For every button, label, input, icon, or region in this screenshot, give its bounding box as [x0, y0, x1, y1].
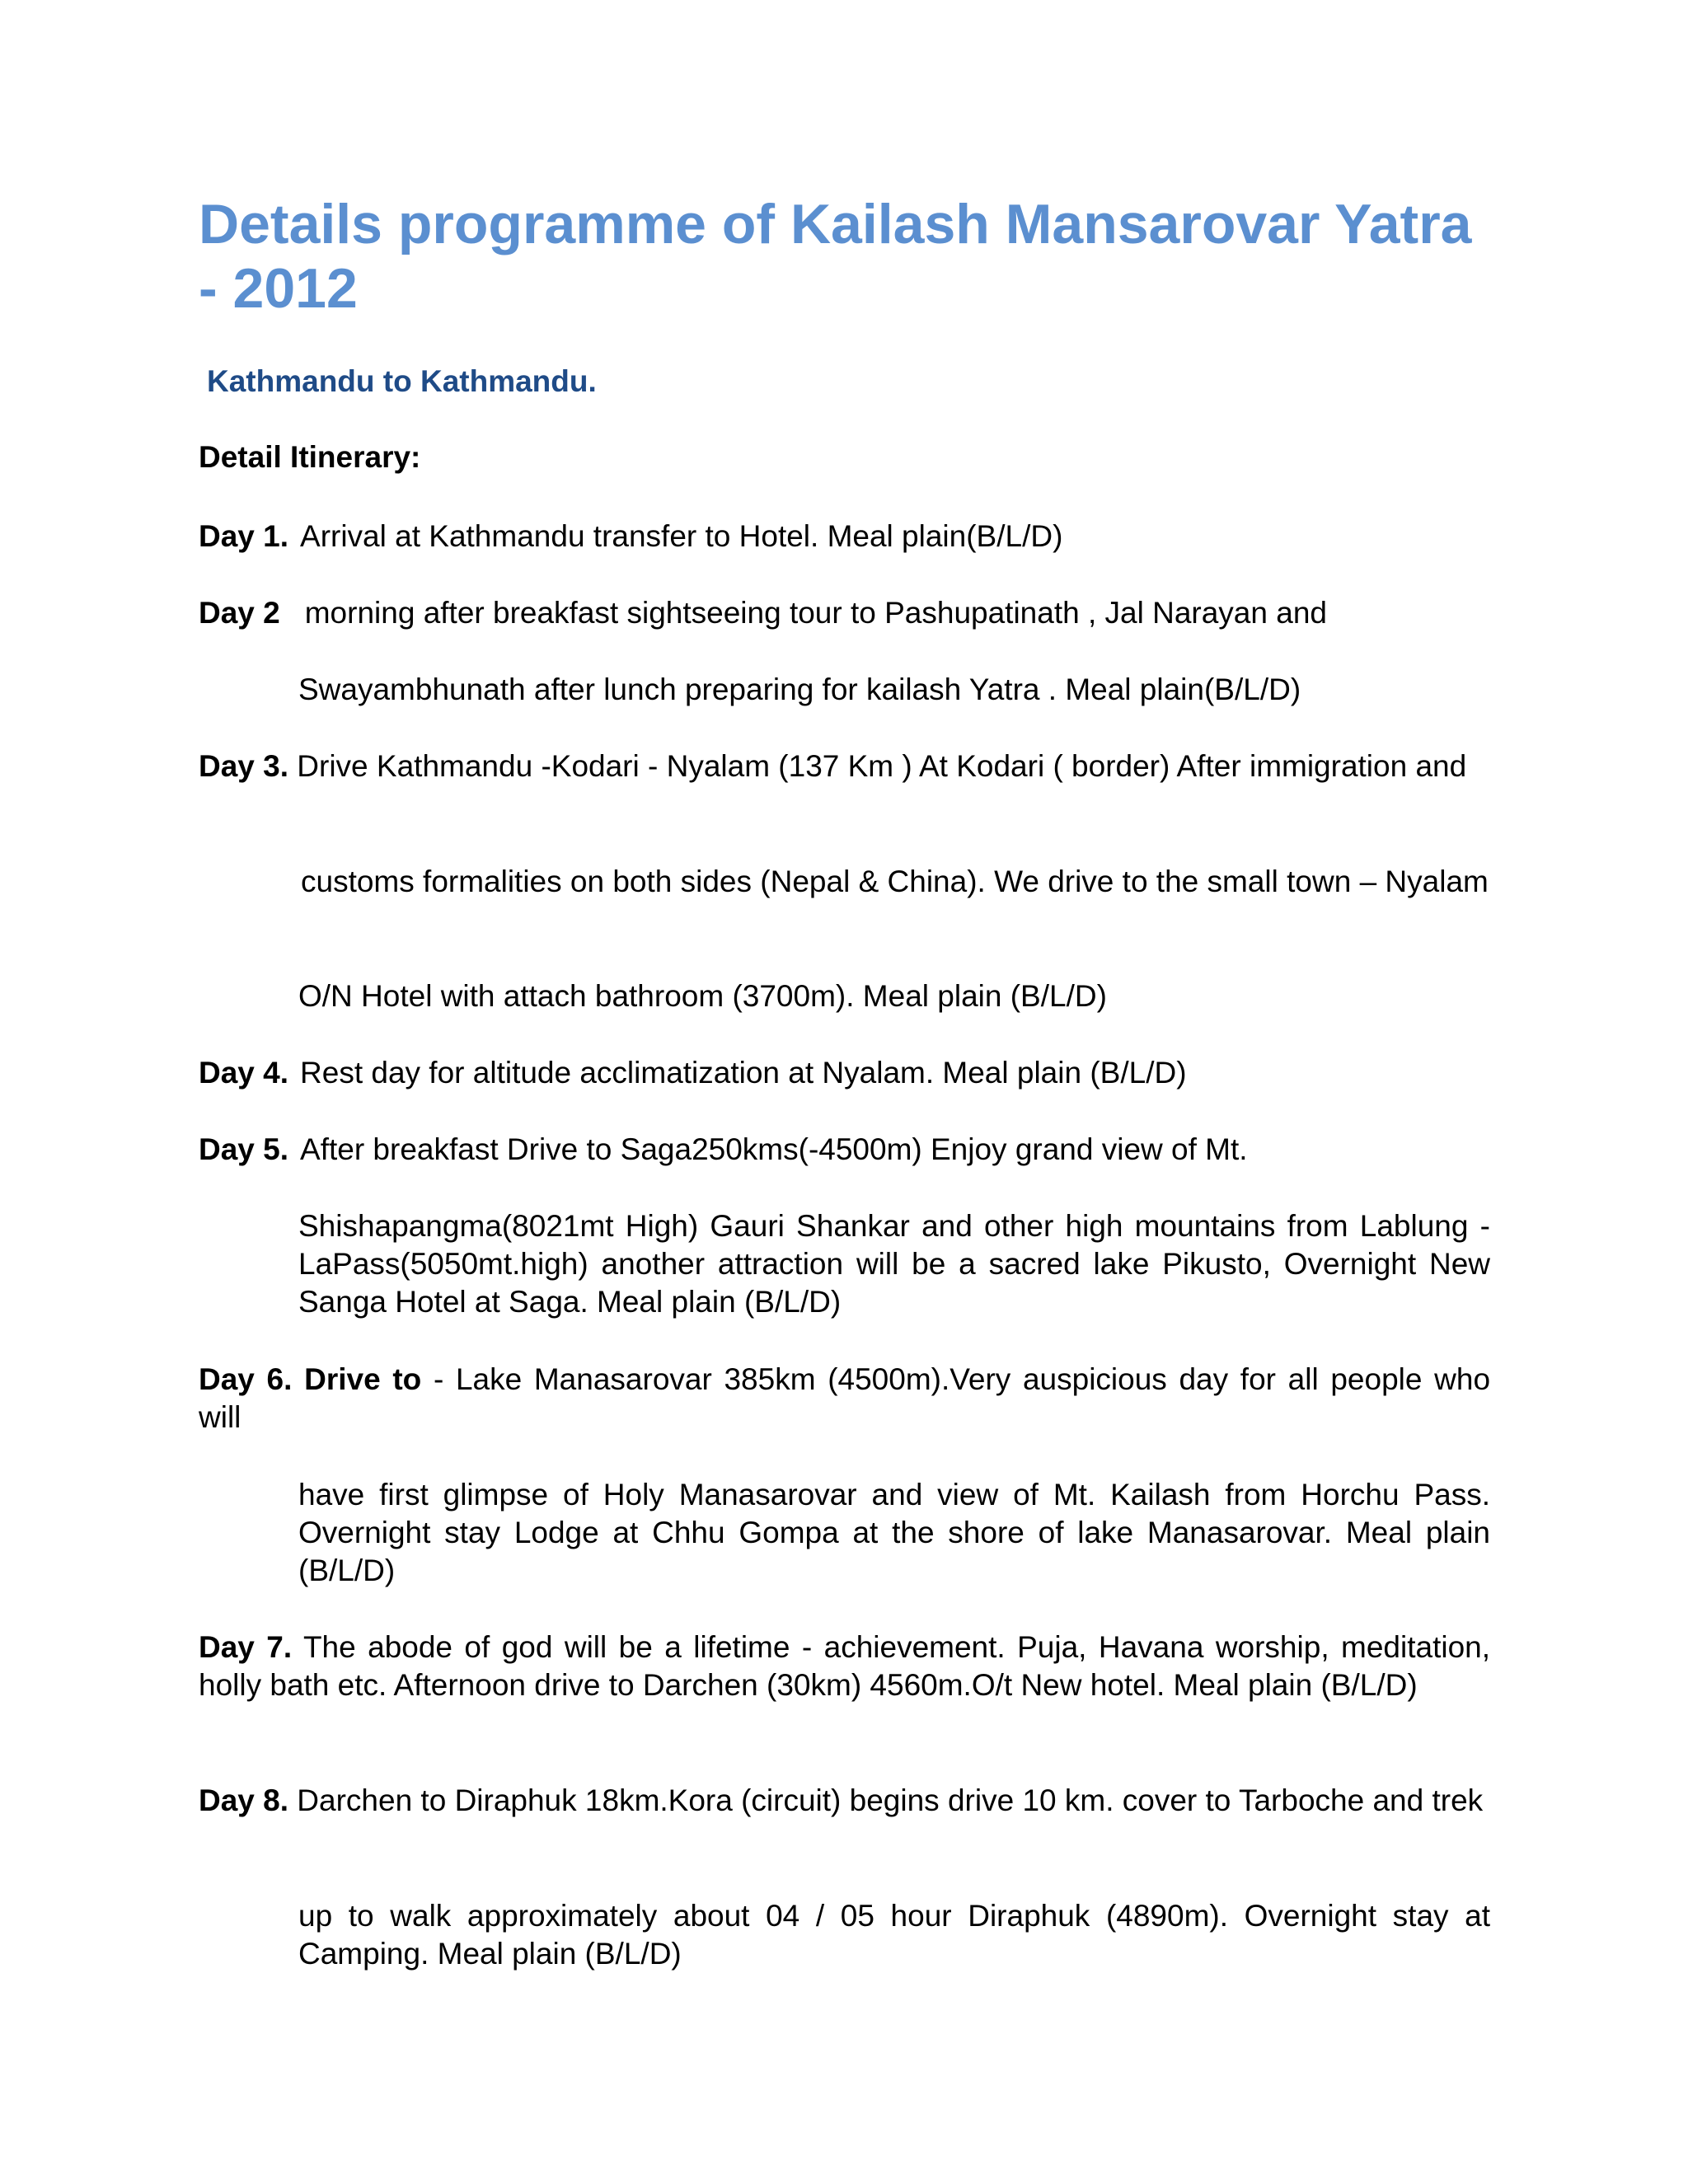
- itinerary-day-5: [199, 1131, 1490, 1169]
- day-text: Darchen to Diraphuk 18km.Kora (circuit) begins drive 10 km. cover to Tarboche and trek: [297, 1783, 1484, 1817]
- itinerary-day-1: [199, 518, 1490, 555]
- itinerary-day-2-continuation: Swayambhunath after lunch preparing for kailash Yatra . Meal plain(B/L/D): [298, 673, 1301, 706]
- itinerary-day-8-continuation: up to walk approximately about 04 / 05 hour Diraphuk (4890m). Overnight stay at Camping. Meal plain (B/L/D): [298, 1899, 1490, 1971]
- day-text: After breakfast Drive to Saga250kms(-4500m) Enjoy grand view of Mt.: [300, 1132, 1248, 1166]
- day-text: - Lake Manasarovar 385km (4500m).Very auspicious day for all people who will: [199, 1362, 1491, 1434]
- day-text: Drive Kathmandu -Kodari - Nyalam (137 Km ) At Kodari ( border) After immigration and: [297, 749, 1467, 783]
- day-text: Rest day for altitude acclimatization at Nyalam. Meal plain (B/L/D): [300, 1056, 1187, 1090]
- day-label: Day 3.: [199, 749, 289, 783]
- itinerary-heading: Detail Itinerary:: [199, 440, 421, 474]
- day-label: Day 4.: [199, 1056, 289, 1090]
- day-label: Day 1.: [199, 519, 289, 553]
- itinerary-day-4: [199, 1054, 1490, 1092]
- day-label: Day 2: [199, 596, 280, 630]
- itinerary-day-6-continuation: have first glimpse of Holy Manasarovar and view of Mt. Kailash from Horchu Pass. Overnight stay Lodge at Chhu Gompa at the shore of lake Manasarovar. Meal plain (B/L/D): [298, 1478, 1490, 1587]
- itinerary-day-3-continuation-2: O/N Hotel with attach bathroom (3700m). Meal plain (B/L/D): [298, 979, 1107, 1013]
- day-label: Day 7.: [199, 1630, 293, 1664]
- itinerary-day-3-continuation: customs formalities on both sides (Nepal & China). We drive to the small town – Nyalam: [301, 865, 1489, 898]
- itinerary-day-6: [199, 1361, 1490, 1436]
- day-text: The abode of god will be a lifetime - achievement. Puja, Havana worship, meditation, holly bath etc. Afternoon drive to Darchen (30km) 4560m.O/t New hotel. Meal plain (B/L/D): [199, 1630, 1491, 1702]
- day-label: Day 5.: [199, 1132, 289, 1166]
- document-subtitle: Kathmandu to Kathmandu.: [207, 364, 597, 398]
- itinerary-day-3: [199, 748, 1490, 785]
- document-title: Details programme of Kailash Mansarovar Yatra - 2012: [199, 193, 1472, 320]
- day-text: Arrival at Kathmandu transfer to Hotel. Meal plain(B/L/D): [300, 519, 1063, 553]
- itinerary-day-5-continuation: Shishapangma(8021mt High) Gauri Shankar and other high mountains from Lablung -LaPass(5050mt.high) another attraction will be a sacred lake Pikusto, Overnight New Sanga Hotel at Saga. Meal plain (B/L/D): [298, 1209, 1490, 1319]
- itinerary-day-7: [199, 1629, 1490, 1704]
- itinerary-day-8: [199, 1782, 1490, 1820]
- day-label: Day 8.: [199, 1783, 289, 1817]
- day-label-secondary: Drive to: [304, 1362, 422, 1396]
- day-text: morning after breakfast sightseeing tour to Pashupatinath , Jal Narayan and: [304, 596, 1327, 630]
- itinerary-day-2: [199, 594, 1490, 632]
- day-label: Day 6.: [199, 1362, 293, 1396]
